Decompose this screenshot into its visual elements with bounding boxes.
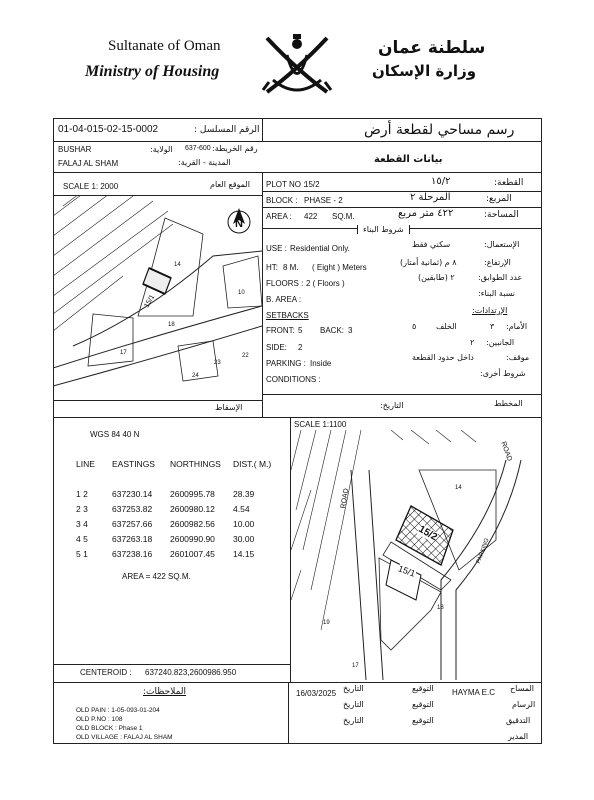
- location-map-number: 17: [120, 350, 127, 356]
- building-area-label-ar: نسبة البناء:: [478, 289, 515, 298]
- easting-cell: 637238.16: [112, 548, 153, 559]
- wilayat-value: BUSHAR: [58, 145, 92, 154]
- old-block: OLD BLOCK : Phase 1: [76, 725, 143, 732]
- easting-cell: 637263.18: [112, 533, 153, 544]
- use-label-ar: الإستعمال:: [484, 240, 520, 249]
- old-pain: OLD PAIN : 1-05-093-01-204: [76, 707, 160, 714]
- centeroid-value: 637240.823,2600986.950: [145, 668, 237, 677]
- easting-cell: 637257.66: [112, 518, 153, 529]
- location-map-number: 22: [242, 353, 249, 359]
- old-plot-no: OLD P.NO : 108: [76, 716, 123, 723]
- table-row: [72, 531, 275, 546]
- setbacks-label: SETBACKS: [266, 311, 309, 320]
- column-header: NORTHINGS: [170, 458, 221, 469]
- front-label: FRONT:: [266, 326, 295, 335]
- divider: [53, 400, 262, 401]
- area-value-ar: ٤٢٢ متر مربع: [398, 208, 454, 219]
- northing-cell: 2600982.56: [170, 518, 215, 529]
- table-row: [72, 516, 275, 531]
- block-label-ar: المربع:: [486, 194, 512, 204]
- back-value: 3: [348, 326, 353, 335]
- projection-label: الإسقاط: [215, 403, 243, 412]
- checker-label: التدقيق: [506, 716, 531, 725]
- area-unit: SQ.M.: [332, 212, 355, 221]
- area-value: 422: [304, 212, 318, 221]
- village-value: FALAJ AL SHAM: [58, 159, 119, 168]
- divider: [53, 417, 542, 418]
- parking-label-ar: موقف:: [506, 353, 530, 362]
- location-map-number: 18: [168, 322, 175, 328]
- location-map-number: 24: [192, 373, 199, 379]
- plot-no-value-ar: ١٥/٢: [431, 176, 451, 187]
- detail-map-number: 14: [455, 485, 462, 491]
- location-map-number: 10: [238, 290, 245, 296]
- detail-map-number: 18: [437, 605, 444, 611]
- setbacks-label-ar: الإرتدادات:: [472, 306, 508, 315]
- floors-value-ar: ٢ (طابقين): [418, 273, 455, 282]
- village-label: المدينة - القرية:: [178, 158, 231, 167]
- location-map-plot-label: 15/1: [143, 293, 157, 310]
- table-row: [72, 546, 275, 561]
- front-value: 5: [298, 326, 303, 335]
- centeroid-label: CENTEROID :: [80, 668, 132, 677]
- plot-survey-title: رسم مساحي لقطعة أرض: [364, 122, 515, 138]
- detail-map-scale: SCALE 1:1100: [294, 420, 347, 429]
- detail-map: [291, 430, 541, 680]
- total-area: AREA = 422 SQ.M.: [122, 572, 191, 581]
- front-value-ar: ٣: [490, 322, 495, 331]
- parking-map-label: PARKING: [475, 537, 491, 565]
- old-village: OLD VILLAGE : FALAJ AL SHAM: [76, 734, 173, 741]
- plot-no-label: PLOT NO :: [266, 180, 306, 189]
- divider: [262, 191, 542, 192]
- front-label-ar: الأمام:: [506, 322, 528, 331]
- easting-cell: 637253.82: [112, 503, 153, 514]
- area-label-ar: المساحة:: [484, 210, 519, 220]
- map-number-label: رقم الخريطة:: [212, 144, 258, 153]
- header-ar-line1: سلطنة عمان: [378, 38, 486, 58]
- road-label: ROAD: [499, 440, 513, 463]
- distance-cell: 28.39: [233, 488, 255, 499]
- road-label: ROAD: [339, 487, 351, 510]
- signature-label: التوقيع: [412, 716, 434, 725]
- north-arrow-label: N: [235, 218, 243, 230]
- block-label: BLOCK :: [266, 196, 298, 205]
- map-number: 637-600: [185, 145, 211, 152]
- serial-number: 01-04-015-02-15-0002: [58, 124, 159, 135]
- use-value: Residential Only.: [290, 244, 350, 253]
- northing-cell: 2600980.12: [170, 503, 215, 514]
- distance-cell: 30.00: [233, 533, 255, 544]
- height-value-ar: ٨ م (ثمانية أمتار): [400, 258, 457, 267]
- table-header-row: [72, 456, 275, 471]
- date-label: التاريخ: [343, 700, 364, 709]
- surveyor-name: HAYMA E.C: [452, 688, 495, 697]
- table-row: [72, 501, 275, 516]
- easting-cell: 637230.14: [112, 488, 153, 499]
- northing-cell: 2600990.90: [170, 533, 215, 544]
- director-label: المدير: [508, 732, 529, 741]
- serial-label: الرقم المسلسل :: [194, 125, 260, 135]
- floors-label: FLOORS :: [266, 279, 304, 288]
- side-value: 2: [298, 343, 303, 352]
- column-header: DIST.( M.): [233, 458, 272, 469]
- parking-value-ar: داخل حدود القطعة: [412, 353, 474, 362]
- survey-date: 16/03/2025: [296, 689, 337, 698]
- divider: [262, 394, 542, 395]
- floors-label-ar: عدد الطوابق:: [478, 273, 523, 282]
- location-map-number: 14: [174, 262, 181, 268]
- location-map: [53, 196, 262, 401]
- drafter-label: الرسام: [512, 700, 536, 709]
- scheme-label: المخطط: [494, 399, 523, 408]
- surveyor-label: المساح: [510, 684, 535, 693]
- divider: [53, 172, 542, 173]
- detail-map-neighbor-label: 15/1: [396, 563, 417, 579]
- line-cell: 1 2: [76, 488, 88, 499]
- divider: [262, 118, 263, 141]
- location-map-number: 23: [214, 360, 221, 366]
- height-words: ( Eight ) Meters: [312, 263, 367, 272]
- detail-map-number: 17: [352, 663, 359, 669]
- distance-cell: 14.15: [233, 548, 255, 559]
- header-en-line1: Sultanate of Oman: [108, 38, 221, 54]
- side-label-ar: الجانبين:: [486, 338, 515, 347]
- line-cell: 3 4: [76, 518, 88, 529]
- use-value-ar: سكني فقط: [412, 240, 451, 249]
- area-label: AREA :: [266, 212, 292, 221]
- line-cell: 2 3: [76, 503, 88, 514]
- header-ar-line2: وزارة الإسكان: [372, 62, 477, 80]
- conditions-label-ar: شروط أخرى:: [480, 369, 526, 378]
- column-header: EASTINGS: [112, 458, 155, 469]
- plot-no-value: 15/2: [304, 180, 320, 189]
- oman-emblem-icon: [257, 30, 337, 100]
- height-label: HT:: [266, 263, 278, 272]
- signature-label: التوقيع: [412, 700, 434, 709]
- detail-map-number: 19: [323, 620, 330, 626]
- divider: [262, 172, 263, 417]
- header-en-line2: Ministry of Housing: [85, 63, 220, 80]
- block-value: PHASE - 2: [304, 196, 343, 205]
- date-label: التاريخ: [343, 716, 364, 725]
- plot-data-heading: بيانات القطعة: [374, 154, 443, 165]
- location-map-title: الموقع العام: [210, 180, 250, 189]
- height-value: 8 M.: [283, 263, 299, 272]
- building-area-label: B. AREA :: [266, 295, 302, 304]
- scheme-date-label: التاريخ:: [380, 401, 404, 410]
- plot-no-label-ar: القطعة:: [494, 178, 524, 188]
- divider: [53, 664, 290, 665]
- distance-cell: 4.54: [233, 503, 250, 514]
- height-label-ar: الإرتفاع:: [484, 258, 511, 267]
- side-label: SIDE:: [266, 343, 287, 352]
- divider: [53, 682, 542, 683]
- notes-title: الملاحظات:: [143, 687, 187, 697]
- use-label: USE :: [266, 244, 287, 253]
- back-label: BACK:: [320, 326, 345, 335]
- line-cell: 4 5: [76, 533, 88, 544]
- wilayat-label: الولاية:: [150, 145, 173, 154]
- back-label-ar: الخلف: [436, 322, 457, 331]
- datum-label: WGS 84 40 N: [90, 430, 140, 439]
- signature-label: التوقيع: [412, 684, 434, 693]
- column-header: LINE: [76, 458, 95, 469]
- building-conditions-title: شروط البناء: [357, 225, 410, 234]
- parking-label: PARKING :: [266, 359, 306, 368]
- divider: [288, 682, 289, 744]
- line-cell: 5 1: [76, 548, 88, 559]
- side-value-ar: ٢: [470, 338, 475, 347]
- northing-cell: 2600995.78: [170, 488, 215, 499]
- conditions-label: CONDITIONS :: [266, 375, 321, 384]
- floors-value: 2 ( Floors ): [306, 279, 345, 288]
- detail-map-plot-label: 15/2: [416, 523, 439, 544]
- date-label: التاريخ: [343, 684, 364, 693]
- divider: [53, 141, 542, 142]
- distance-cell: 10.00: [233, 518, 255, 529]
- back-value-ar: ٥: [412, 322, 417, 331]
- coordinates-table: [72, 456, 275, 561]
- parking-value: Inside: [310, 359, 332, 368]
- location-map-scale: SCALE 1: 2000: [63, 182, 119, 191]
- block-value-ar: المرحلة ٢: [410, 192, 451, 203]
- table-row: [72, 486, 275, 501]
- northing-cell: 2601007.45: [170, 548, 215, 559]
